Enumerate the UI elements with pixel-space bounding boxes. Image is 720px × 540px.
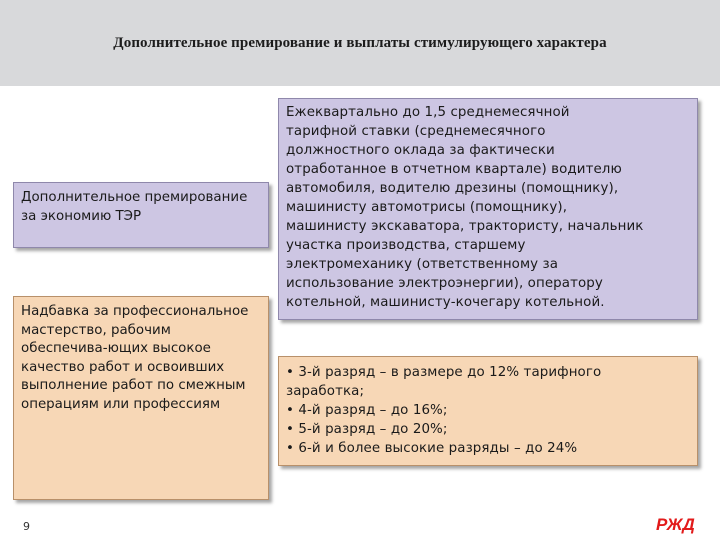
rzd-logo [655,514,697,534]
grade-rate-item: • 6-й и более высокие разряды – до 24% [286,441,578,456]
grade-rate-item: • 5-й разряд – до 20%; [286,422,448,437]
quarterly-bonus-line: отработанное в отчетном квартале) водителю [286,162,622,177]
quarterly-bonus-box [278,98,698,320]
tep-bonus-box [13,182,269,248]
quarterly-bonus-line: автомобиля, водителю дрезины (помощнику), [286,181,619,196]
quarterly-bonus-line: использование электроэнергии), оператору [286,276,603,291]
quarterly-bonus-line: участка производства, старшему [286,238,526,253]
rzd-logo-text: РЖД [656,515,695,534]
slide-title: Дополнительное премирование и выплаты стимулирующего характера [113,34,607,51]
quarterly-bonus-line: машинисту экскаватора, трактористу, начальник [286,219,644,234]
quarterly-bonus-line: электромеханику (ответственному за [286,257,559,272]
mastery-allowance-text: Надбавка за профессиональное мастерство, рабочим обеспечива-ющих высокое качество работ и освоивших выполнение работ по смежным операциям или профессиям [21,304,249,412]
quarterly-bonus-line: Ежеквартально до 1,5 среднемесячной [286,105,570,120]
grade-rate-item: заработка; [286,384,365,399]
grade-rate-item: • 4-й разряд – до 16%; [286,403,448,418]
quarterly-bonus-line: тарифной ставки (среднемесячного [286,124,546,139]
tep-bonus-text: Дополнительное премирование за экономию ТЭР [21,190,248,224]
quarterly-bonus-line: котельной, машинисту-кочегару котельной. [286,295,605,310]
grade-rate-item: • 3-й разряд – в размере до 12% тарифного [286,365,602,380]
grade-rates-box [278,356,698,466]
quarterly-bonus-line: машинисту автомотрисы (помощнику), [286,200,568,215]
grade-rates-list [286,363,690,458]
page-number: 9 [23,520,30,533]
mastery-allowance-box [13,296,269,500]
slide-header [0,0,720,86]
quarterly-bonus-line: должностного оклада за фактически [286,143,555,158]
